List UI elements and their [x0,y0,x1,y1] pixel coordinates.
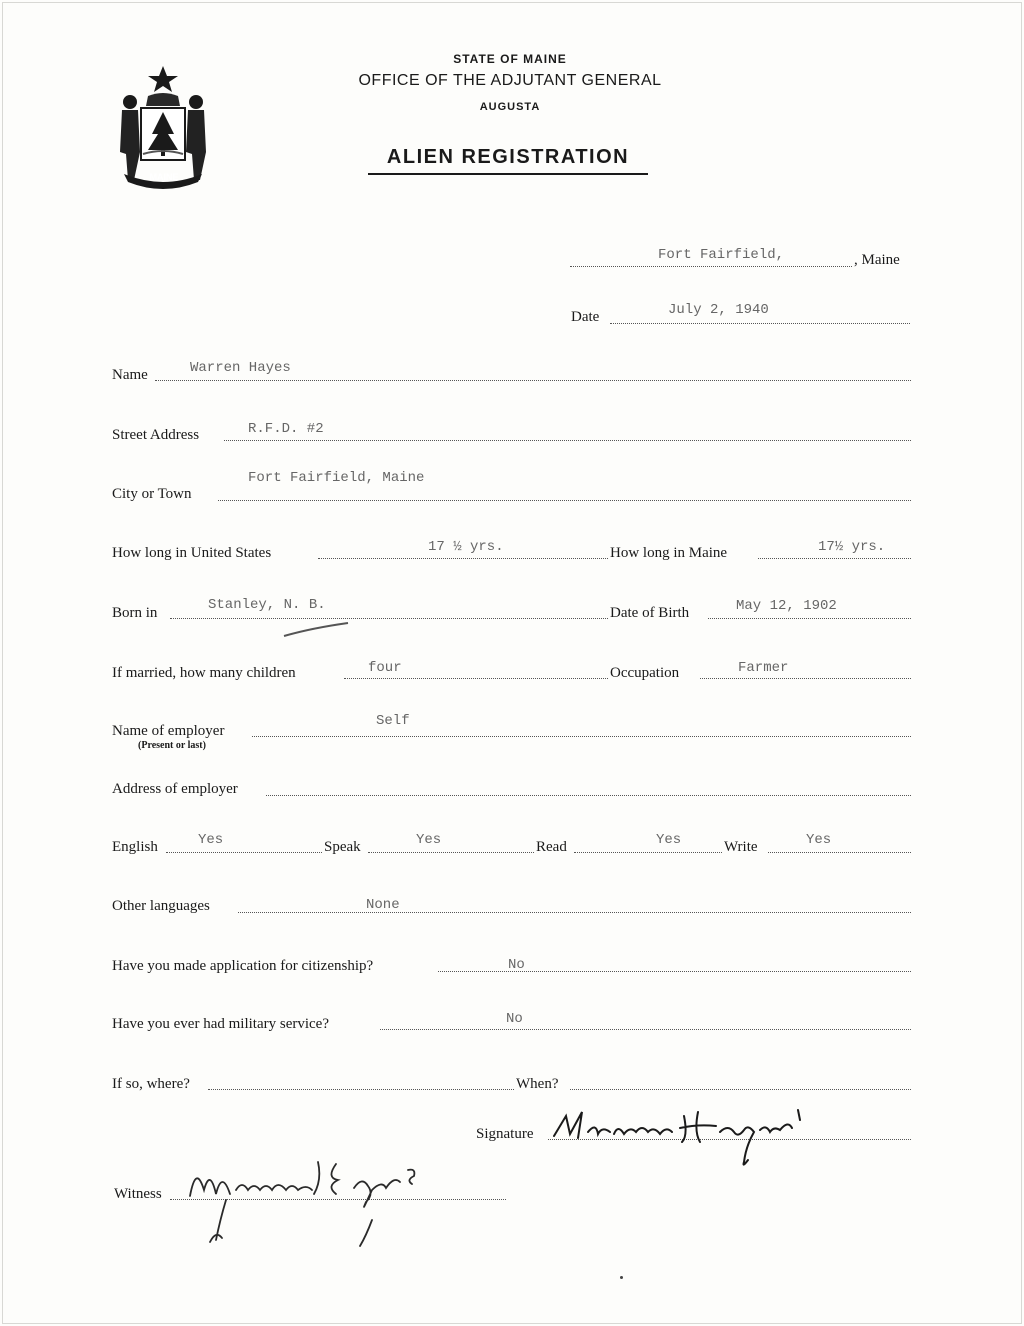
dob-line [708,618,911,619]
employer-address-line [266,795,911,796]
occupation-line [700,678,911,679]
witness-label: Witness [114,1186,162,1202]
name-value: Warren Hayes [190,360,291,376]
children-label: If married, how many children [112,665,296,681]
us-duration-line [318,558,608,559]
military-label: Have you ever had military service? [112,1016,329,1032]
header-state: STATE OF MAINE [453,52,567,66]
english-line [166,852,322,853]
other-languages-line [238,912,911,913]
maine-duration-value: 17½ yrs. [818,539,886,555]
other-languages-label: Other languages [112,898,210,914]
dob-value: May 12, 1902 [736,598,837,614]
speak-value: Yes [416,832,442,848]
seal-ribbon-text: MAINE [149,172,179,182]
date-line [610,323,910,324]
employer-value: Self [376,713,410,729]
speak-label: Speak [324,839,361,855]
where-line [208,1089,514,1090]
city-line [218,500,911,501]
military-value: No [506,1011,523,1027]
read-line [574,852,722,853]
read-value: Yes [656,832,682,848]
name-line [155,380,911,381]
signature-label: Signature [476,1126,534,1142]
military-line [380,1029,911,1030]
write-value: Yes [806,832,832,848]
city-value: Fort Fairfield, Maine [248,470,425,486]
maine-duration-label: How long in Maine [610,545,728,561]
date-value: July 2, 1940 [668,302,769,318]
where-label: If so, where? [112,1076,190,1092]
state-label: , Maine [854,252,900,268]
town-value: Fort Fairfield, [658,247,785,263]
born-in-label: Born in [112,605,158,621]
maine-duration-line [758,558,911,559]
employer-label: Name of employer [112,723,225,739]
children-line [344,678,608,679]
english-label: English [112,839,158,855]
born-in-line [170,618,608,619]
citizenship-label: Have you made application for citizenship? [112,958,374,974]
header-office: OFFICE OF THE ADJUTANT GENERAL [358,72,662,89]
children-value: four [368,660,402,676]
street-label: Street Address [112,427,200,443]
occupation-value: Farmer [738,660,789,676]
other-languages-value: None [366,897,400,913]
name-label: Name [112,367,148,383]
dob-label: Date of Birth [610,605,690,621]
english-value: Yes [198,832,224,848]
street-line [224,440,911,441]
us-duration-value: 17 ½ yrs. [428,539,504,555]
born-in-pen-stroke [282,620,352,640]
write-line [768,852,911,853]
state-seal-icon [108,62,218,190]
write-label: Write [724,839,758,855]
citizenship-value: No [508,957,525,973]
form-title: ALIEN REGISTRATION [368,146,648,175]
speak-line [368,852,534,853]
us-duration-label: How long in United States [112,545,272,561]
read-label: Read [536,839,567,855]
born-in-value: Stanley, N. B. [208,597,326,613]
employer-line [252,736,911,737]
employer-sublabel: (Present or last) [138,740,206,751]
occupation-label: Occupation [610,665,680,681]
date-label: Date [571,309,600,325]
town-line [570,266,852,267]
street-value: R.F.D. #2 [248,421,324,437]
ink-dot [620,1276,623,1279]
header-city: AUGUSTA [479,101,541,113]
city-label: City or Town [112,486,192,502]
when-label: When? [516,1076,559,1092]
employer-address-label: Address of employer [112,781,238,797]
witness-handwriting [176,1150,436,1250]
when-line [570,1089,911,1090]
signature-handwriting [548,1102,818,1172]
